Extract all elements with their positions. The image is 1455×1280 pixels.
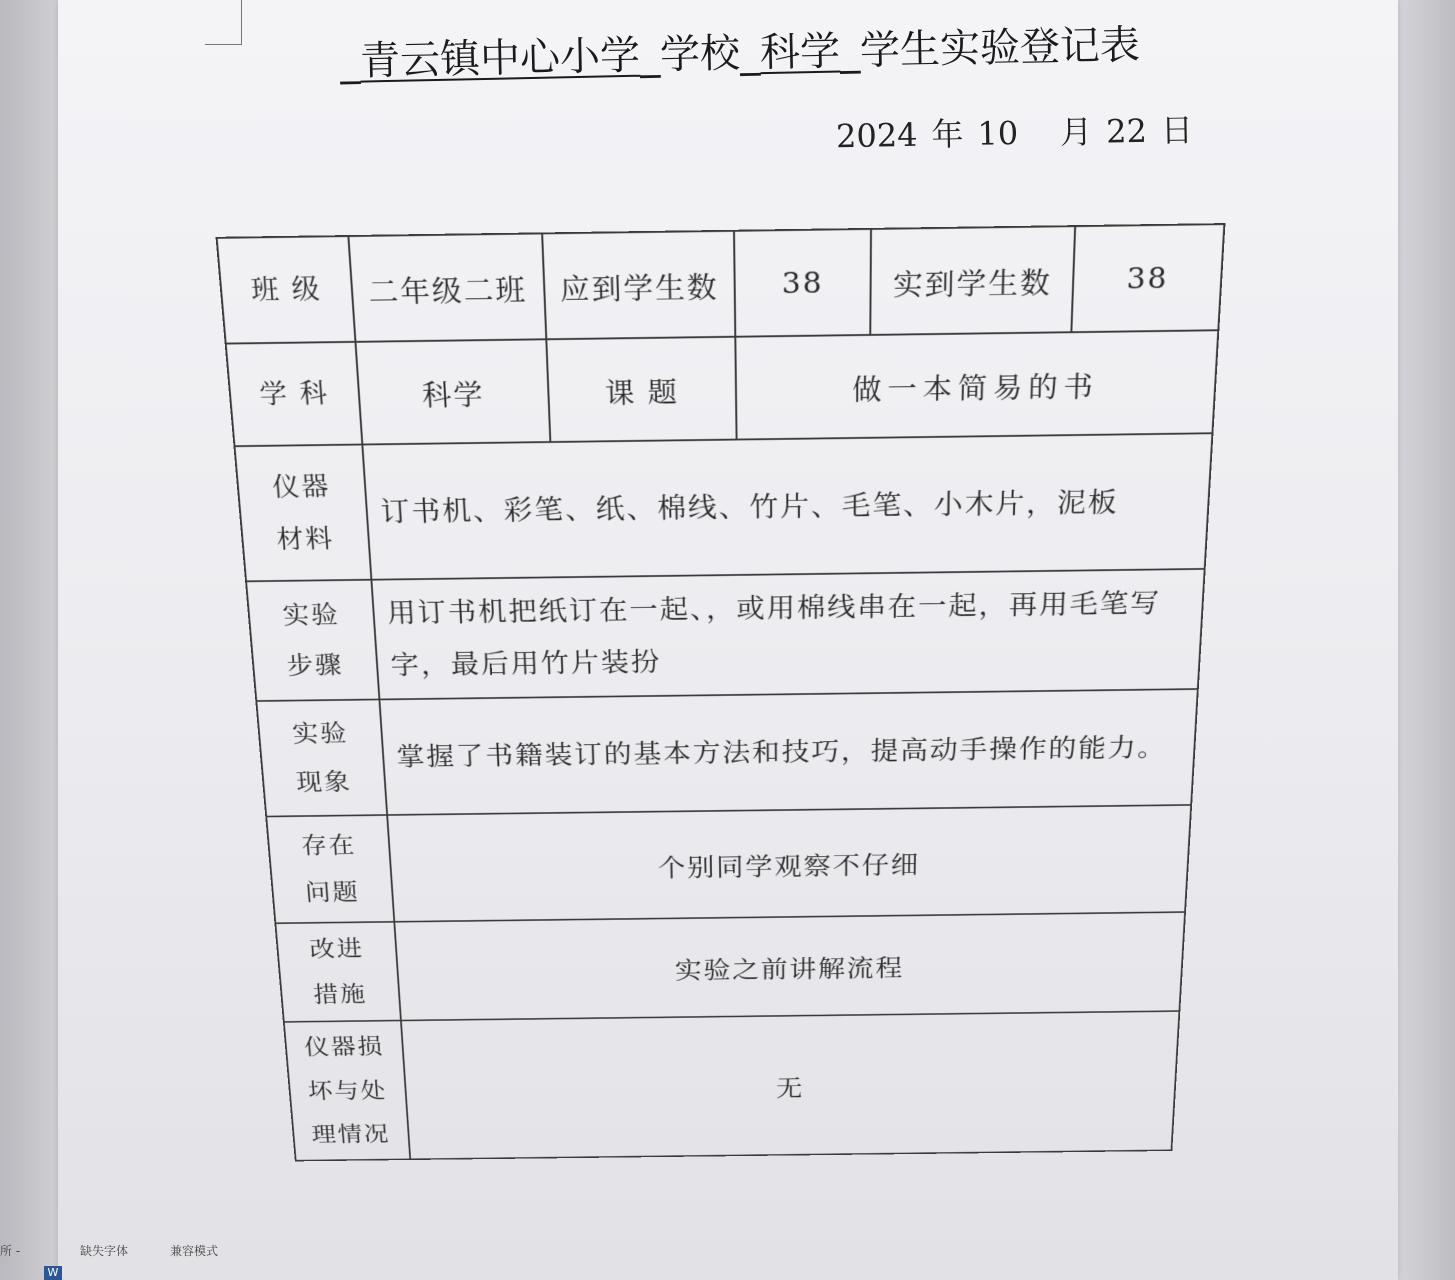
status-item-compat-mode[interactable]: 兼容模式 bbox=[170, 1244, 219, 1258]
problems-value[interactable]: 个别同学观察不仔细 bbox=[387, 805, 1191, 922]
status-item-missing-font[interactable]: 缺失字体 bbox=[80, 1244, 129, 1258]
date-day: 22 bbox=[1105, 111, 1148, 151]
phenomenon-value[interactable]: 掌握了书籍装订的基本方法和技巧，提高动手操作的能力。 bbox=[379, 689, 1198, 815]
damage-value[interactable]: 无 bbox=[400, 1011, 1179, 1159]
actual-students-value[interactable]: 38 bbox=[1072, 224, 1225, 332]
topic-label: 课 题 bbox=[546, 337, 736, 442]
improve-value[interactable]: 实验之前讲解流程 bbox=[394, 912, 1185, 1020]
table-row-problems bbox=[266, 805, 1191, 923]
date-day-char: 日 bbox=[1160, 111, 1194, 150]
materials-value[interactable]: 订书机、彩笔、纸、棉线、竹片、毛笔、小木片，泥板 bbox=[362, 433, 1213, 579]
actual-students-label: 实到学生数 bbox=[871, 226, 1076, 335]
materials-label: 仪器 材料 bbox=[234, 445, 370, 582]
class-value[interactable]: 二年级二班 bbox=[348, 233, 546, 341]
form-title: _青云镇中心小学_学校_科学_学生实验登记表 bbox=[339, 22, 1141, 85]
status-item-page[interactable]: 所 - bbox=[0, 1244, 21, 1258]
date-year: 2024 bbox=[835, 115, 918, 156]
expected-students-value[interactable]: 38 bbox=[734, 229, 872, 337]
table-row-class bbox=[217, 224, 1225, 343]
status-bar bbox=[0, 1236, 240, 1280]
school-suffix: 学校 bbox=[659, 30, 741, 79]
date-month-char: 月 bbox=[1059, 112, 1093, 152]
class-label: 班 级 bbox=[217, 236, 355, 344]
word-app-icon[interactable]: W bbox=[44, 1266, 62, 1280]
problems-label: 存在 问题 bbox=[266, 815, 394, 923]
topic-value[interactable]: 做一本简易的书 bbox=[735, 330, 1218, 439]
subject-value[interactable]: 科学 bbox=[355, 339, 550, 444]
subject-name: 科学 bbox=[759, 28, 841, 77]
table-row-phenomenon bbox=[256, 689, 1197, 817]
steps-label: 实验 步骤 bbox=[246, 580, 379, 701]
school-name: 青云镇中心小学 bbox=[359, 32, 641, 85]
form-date bbox=[836, 105, 1208, 157]
record-table bbox=[216, 223, 1226, 1161]
steps-value[interactable]: 用订书机把纸订在一起、，或用棉线串在一起，再用毛笔写字，最后用竹片装扮 bbox=[371, 569, 1205, 700]
date-month: 10 bbox=[977, 114, 1019, 153]
table-row-materials bbox=[234, 433, 1212, 581]
date-year-char: 年 bbox=[931, 115, 964, 154]
table-row-steps bbox=[246, 569, 1205, 701]
improve-label: 改进 措施 bbox=[275, 922, 400, 1022]
record-table-wrapper bbox=[216, 223, 1226, 1161]
phenomenon-label: 实验 现象 bbox=[256, 699, 386, 816]
margin-corner-mark bbox=[205, 0, 242, 45]
form-name: 学生实验登记表 bbox=[859, 22, 1141, 75]
expected-students-label: 应到学生数 bbox=[542, 231, 735, 339]
table-row-improve bbox=[275, 912, 1185, 1022]
table-row-subject bbox=[226, 330, 1219, 446]
damage-label: 仪器损 坏与处 理情况 bbox=[284, 1021, 410, 1161]
table-row-damage bbox=[284, 1011, 1180, 1161]
subject-label: 学 科 bbox=[226, 342, 362, 446]
